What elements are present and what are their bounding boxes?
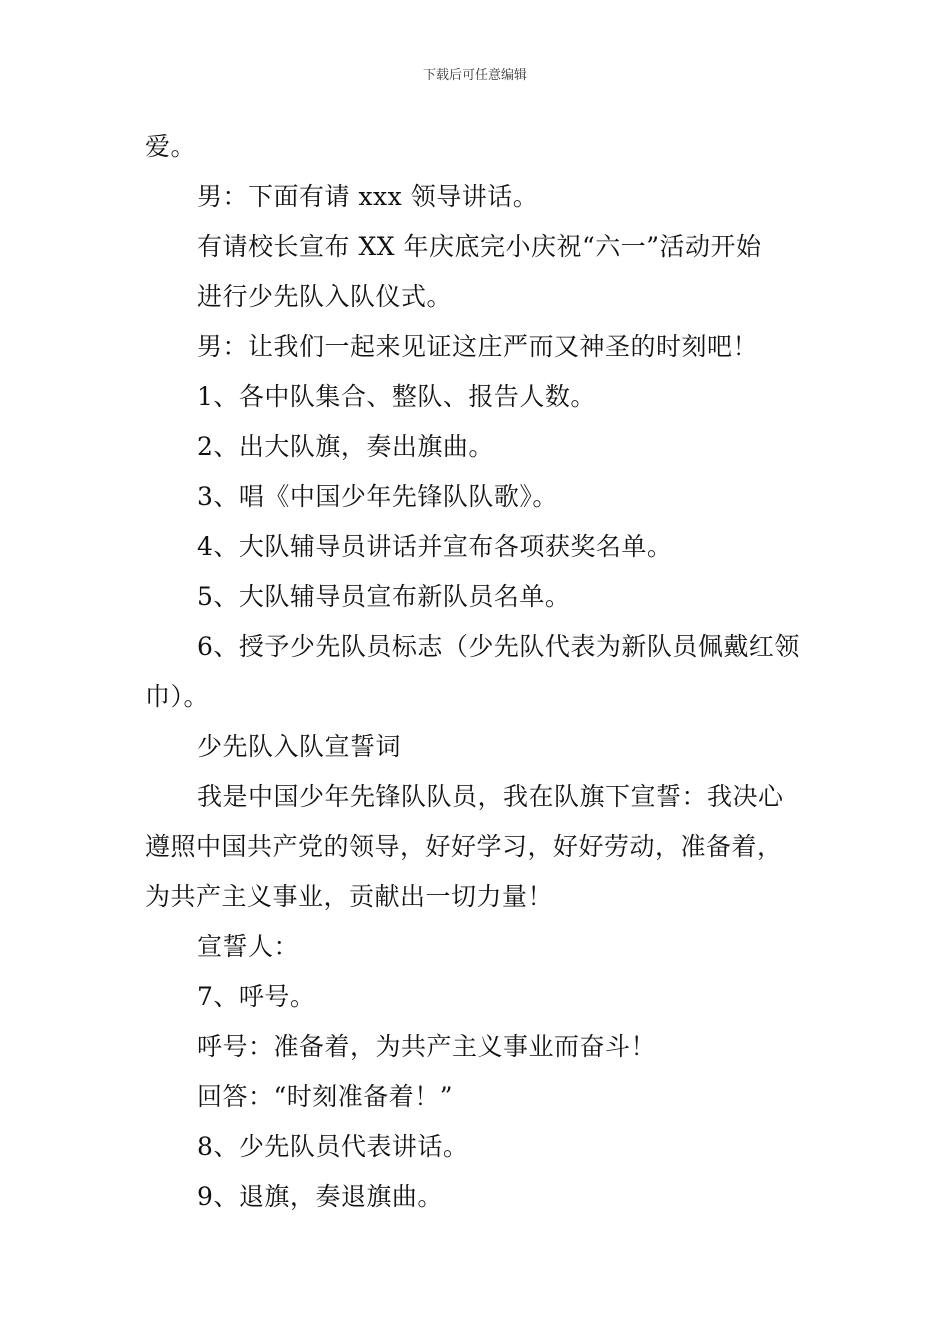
text-line: 巾）。 [145,682,210,711]
text-line: 为共产主义事业，贡献出一切力量！ [145,882,554,911]
text-line: 有请校长宣布 XX 年庆底完小庆祝“六一”活动开始 [197,232,762,261]
text-line: 遵照中国共产党的领导，好好学习，好好劳动，准备着， [145,832,783,861]
text-line: 5、大队辅导员宣布新队员名单。 [197,582,571,611]
text-line: 3、唱《中国少年先锋队队歌》。 [197,482,558,511]
text-line: 男：下面有请 xxx 领导讲话。 [197,182,539,211]
text-line: 6、授予少先队员标志（少先队代表为新队员佩戴红领 [197,632,800,661]
text-line: 呼号：准备着，为共产主义事业而奋斗！ [197,1032,657,1061]
text-line: 2、出大队旗，奏出旗曲。 [197,432,494,461]
text-line: 少先队入队宣誓词 [197,732,402,761]
text-line: 1、各中队集合、整队、报告人数。 [197,382,596,411]
page-header: 下载后可任意编辑 [422,68,527,83]
text-line: 爱。 [145,132,197,161]
text-line: 男：让我们一起来见证这庄严而又神圣的时刻吧！ [197,332,759,361]
text-line: 7、呼号。 [197,982,316,1011]
text-line: 4、大队辅导员讲话并宣布各项获奖名单。 [197,532,673,561]
text-line: 9、退旗，奏退旗曲。 [197,1182,443,1211]
text-line: 进行少先队入队仪式。 [197,282,453,311]
document-body [145,122,810,1222]
text-line: 回答：“时刻准备着！” [197,1082,454,1111]
text-line: 我是中国少年先锋队队员，我在队旗下宣誓：我决心 [197,782,784,811]
text-line: 8、少先队员代表讲话。 [197,1132,469,1161]
text-line: 宣誓人： [197,932,300,961]
